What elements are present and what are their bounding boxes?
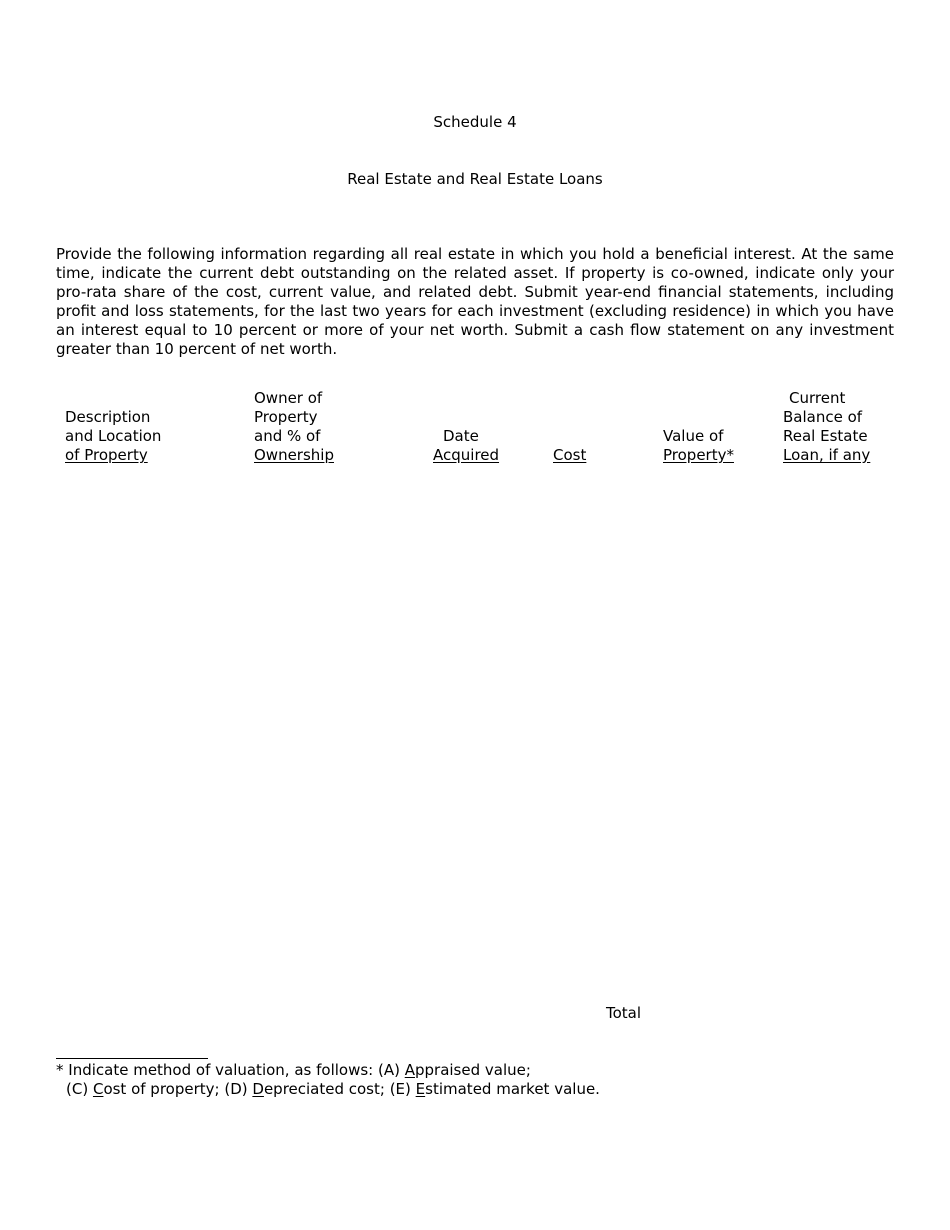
footnote-line2-text: (C) [66, 1080, 93, 1098]
col-header-owner [254, 389, 334, 465]
footnote-c-rest: ost of property; (D) [103, 1080, 253, 1098]
footnote-a-rest: ppraised value; [414, 1061, 531, 1079]
col-balance-line3: Loan, if any [783, 446, 871, 464]
footnote-line1 [56, 1061, 531, 1080]
schedule-title: Schedule 4 [433, 113, 517, 131]
footnote-line1-text: * Indicate method of valuation, as follows: (A) [56, 1061, 405, 1079]
footnote-e-rest: stimated market value. [425, 1080, 600, 1098]
col-header-date [433, 427, 499, 465]
col-cost-line3: Cost [553, 446, 587, 464]
col-date-line2: Date [443, 427, 479, 445]
col-header-description [65, 408, 161, 465]
col-balance-line1: Balance of [783, 408, 863, 426]
col-balance-line2: Real Estate [783, 427, 868, 445]
footnote-line2 [66, 1080, 600, 1099]
col-balance-line0: Current [789, 389, 846, 407]
col-value-line2: Value of [663, 427, 724, 445]
footnote-rule [56, 1058, 208, 1059]
page-subtitle: Real Estate and Real Estate Loans [347, 170, 603, 188]
col-header-value [663, 427, 734, 465]
col-owner-line1: Property [254, 408, 318, 426]
col-description-line1: Description [65, 408, 151, 426]
footnote-d-initial: D [252, 1080, 264, 1098]
col-value-line3: Property* [663, 446, 734, 464]
footnote-a-initial: A [404, 1061, 415, 1079]
col-owner-line0: Owner of [254, 389, 323, 407]
col-owner-line2: and % of [254, 427, 321, 445]
col-owner-line3: Ownership [254, 446, 334, 464]
col-header-cost [543, 446, 586, 465]
footnote-d-rest: epreciated cost; (E) [263, 1080, 416, 1098]
col-description-line3: of Property [65, 446, 148, 464]
total-label: Total [606, 1004, 642, 1022]
footnote-e-initial: E [415, 1080, 426, 1098]
col-header-balance [783, 389, 870, 465]
instructions-paragraph: Provide the following information regarding all real estate in which you hold a beneficial interest. At the same time, indicate the current debt outstanding on the related asset. If property is co-owned, indicate only your pro-rata share of the cost, current value, and related debt. Submit year-end financial statements, including profit and loss statements, for the last two years for each investment (excluding residence) in which you have an interest equal to 10 percent or more of your net worth. Submit a cash flow statement on any investment greater than 10 percent of net worth. [56, 245, 894, 358]
footnote-c-initial: C [92, 1080, 104, 1098]
col-description-line2: and Location [65, 427, 162, 445]
col-date-line3: Acquired [433, 446, 500, 464]
